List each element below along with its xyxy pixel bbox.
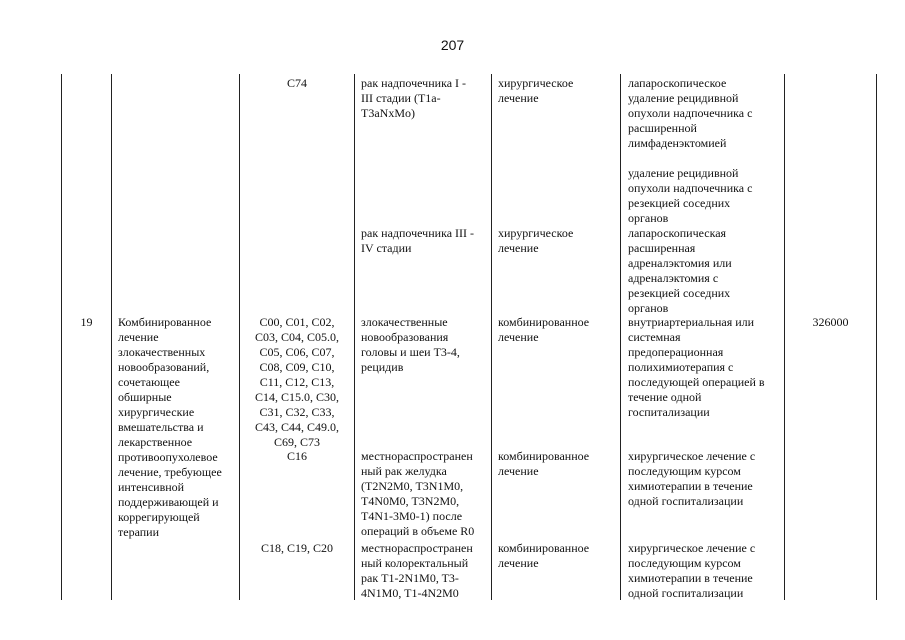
table-cell-cost: 326000 [812,315,849,329]
table-border-right [876,74,877,600]
column-divider [784,74,785,600]
table-cell-method: лапароскопическое удаление рецидивной опухоли надпочечника с расширенной лимфаденэктомией удаление рецидивной опухоли надпочечника с резекцией соседних органов [628,76,753,225]
table-cell-name: Комбинированное лечение злокачественных новообразований, сочетающее обширные хирургические вмешательства и лекарственное противоопухолевое лечение, требующее интенсивной поддерживающей и коррегирующей терапии [118,315,222,539]
table-cell-method: хирургическое лечение с последующим курсом химиотерапии в течение одной госпитализации [628,449,756,508]
table-cell-treatment-type: хирургическое лечение [498,76,574,105]
table-cell-codes: C16 [286,449,307,463]
table-cell-codes: C00, C01, C02, C03, C04, C05.0, C05, C06, C07, C08, C09, C10, C11, C12, C13, C14, C15.0, C30, C31, C32, C33, C43, C44, C49.0, C69, C73 [254,315,339,449]
table-cell-diagnosis: рак надпочечника III - IV стадии [361,226,475,255]
table-cell-treatment-type: хирургическое лечение [498,226,574,255]
table-cell-codes: C18, C19, C20 [260,541,333,555]
column-divider [491,74,492,600]
table-border-left [61,74,62,600]
table-cell-codes: C74 [286,76,307,90]
column-divider [111,74,112,600]
table-cell-number: 19 [80,315,93,329]
page-number: 207 [440,37,465,53]
table-cell-diagnosis: местнораспространен ный рак желудка (T2N2M0, T3N1M0, T4N0M0, T3N2M0, T4N1-3M0-1) после операций в объеме R0 [361,449,475,538]
table-cell-diagnosis: рак надпочечника I - III стадии (T1a- T3aNxMo) [361,76,467,120]
table-cell-method: лапароскопическая расширенная адреналэктомия или адреналэктомия с резекцией соседних органов [628,226,732,315]
table-cell-method: хирургическое лечение с последующим курсом химиотерапии в течение одной госпитализации [628,541,756,600]
table-cell-treatment-type: комбинированное лечение [498,541,590,570]
column-divider [354,74,355,600]
table-cell-diagnosis: местнораспространен ный колоректальный рак T1-2N1M0, T3- 4N1M0, T1-4N2M0 [361,541,473,600]
table-cell-treatment-type: комбинированное лечение [498,315,590,344]
table-cell-method: внутриартериальная или системная предоперационная полихимиотерапия с последующей операцией в течение одной госпитализации [628,315,765,419]
table-cell-treatment-type: комбинированное лечение [498,449,590,478]
table-cell-diagnosis: злокачественные новообразования головы и шеи T3-4, рецидив [361,315,460,374]
column-divider [620,74,621,600]
